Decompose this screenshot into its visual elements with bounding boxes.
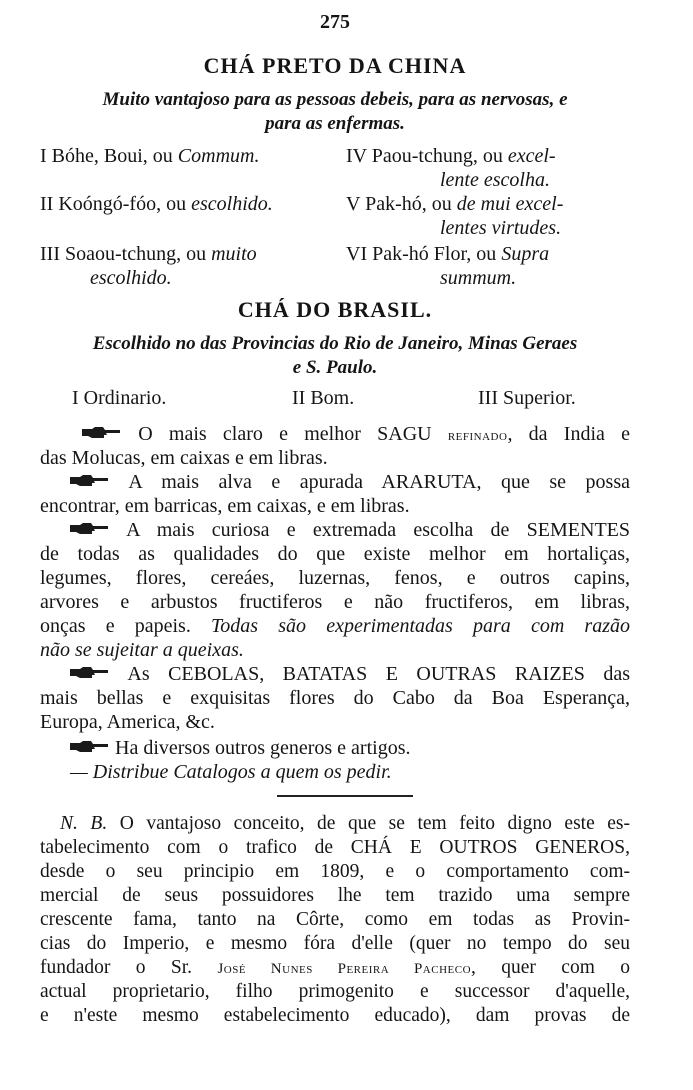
cebolas-line-2: mais bellas e exquisitas flores do Cabo da Boa Esperança, (40, 687, 630, 709)
araruta-line-2: encontrar, em barricas, em caixas, e em libras. (40, 495, 410, 517)
cebolas-line-3: Europa, America, &c. (40, 711, 215, 733)
divider-rule (277, 795, 413, 797)
section2-subtitle-line1: Escolhido no das Provincias do Rio de Janeiro, Minas Geraes (92, 333, 578, 354)
tea-item-4-cont: lente escolha. (440, 169, 550, 191)
diversos-line-1: Ha diversos outros generos e artigos. (40, 736, 630, 760)
tea-item-5-cont: lentes virtudes. (440, 217, 562, 239)
catalogos-line: — Distribue Catalogos a quem os pedir. (70, 761, 392, 783)
pointing-hand-icon (68, 665, 110, 681)
tea-item-1: I Bóhe, Boui, ou Commum. (40, 145, 260, 167)
cebolas-line-1: As CEBOLAS, BATATAS E OUTRAS RAIZES das (40, 662, 630, 686)
section1-subtitle-line2: para as enfermas. (265, 113, 405, 134)
pointing-hand-icon (68, 521, 110, 537)
section1-subtitle-line1: Muito vantajoso para as pessoas debeis, para as nervosas, e (102, 89, 568, 110)
page-number: 275 (320, 11, 350, 33)
tea-item-6: VI Pak-hó Flor, ou Supra (346, 243, 550, 265)
sementes-line-6: não se sujeitar a queixas. (40, 639, 244, 661)
grade-bom: II Bom. (292, 387, 355, 409)
sagu-line-2: das Molucas, em caixas e em libras. (40, 447, 328, 469)
sagu-line-1: O mais claro e melhor SAGU refinado, da India e (40, 422, 630, 448)
pointing-hand-icon (68, 473, 110, 489)
sementes-line-1: A mais curiosa e extremada escolha de SEMENTES (40, 518, 630, 542)
tea-item-2: II Koóngó-fóo, ou escolhido. (40, 193, 273, 215)
note-line-6: cias do Imperio, e mesmo fóra d'elle (quer no tempo do seu (40, 933, 630, 954)
section-title-cha-preto: CHÁ PRETO DA CHINA (203, 53, 467, 78)
araruta-line-1: A mais alva e apurada ARARUTA, que se possa (40, 470, 630, 494)
grade-superior: III Superior. (478, 387, 576, 409)
sementes-line-2: de todas as qualidades do que existe melhor em hortaliças, (40, 543, 630, 565)
note-line-5: crescente fama, tanto na Côrte, como em todas as Provin- (40, 909, 630, 930)
note-line-1: N. B. O vantajoso conceito, de que se tem feito digno este es- (60, 813, 630, 834)
note-line-8: actual proprietario, filho primogenito e successor d'aquelle, (40, 981, 630, 1002)
tea-item-3: III Soaou-tchung, ou muito (40, 243, 257, 265)
tea-item-5: V Pak-hó, ou de mui excel- (346, 193, 564, 215)
tea-item-6-cont: summum. (440, 267, 517, 289)
section2-subtitle-line2: e S. Paulo. (292, 357, 378, 378)
note-line-9: e n'este mesmo estabelecimento educado), dam provas de (40, 1005, 630, 1026)
sementes-line-3: legumes, flores, cereáes, luzernas, fenos, e outros capins, (40, 567, 630, 589)
tea-item-3-cont: escolhido. (90, 267, 172, 289)
note-line-7: fundador o Sr. José Nunes Pereira Pacheco, quer com o (40, 957, 631, 978)
pointing-hand-icon (68, 739, 110, 755)
note-line-2: tabelecimento com o trafico de CHÁ E OUTROS GENEROS, (40, 837, 630, 858)
section-title-cha-brasil: CHÁ DO BRASIL. (237, 297, 433, 322)
tea-item-4: IV Paou-tchung, ou excel- (346, 145, 556, 167)
note-line-3: desde o seu principio em 1809, e o comportamento com- (40, 861, 630, 882)
sementes-line-5: onças e papeis. Todas são experimentadas para com razão (40, 615, 630, 637)
pointing-hand-icon (80, 425, 122, 441)
note-line-4: mercial de seus possuidores lhe tem trazido uma sempre (40, 885, 630, 906)
sementes-line-4: arvores e arbustos fructiferos e não fructiferos, em libras, (40, 591, 630, 613)
grade-ordinario: I Ordinario. (72, 387, 167, 409)
